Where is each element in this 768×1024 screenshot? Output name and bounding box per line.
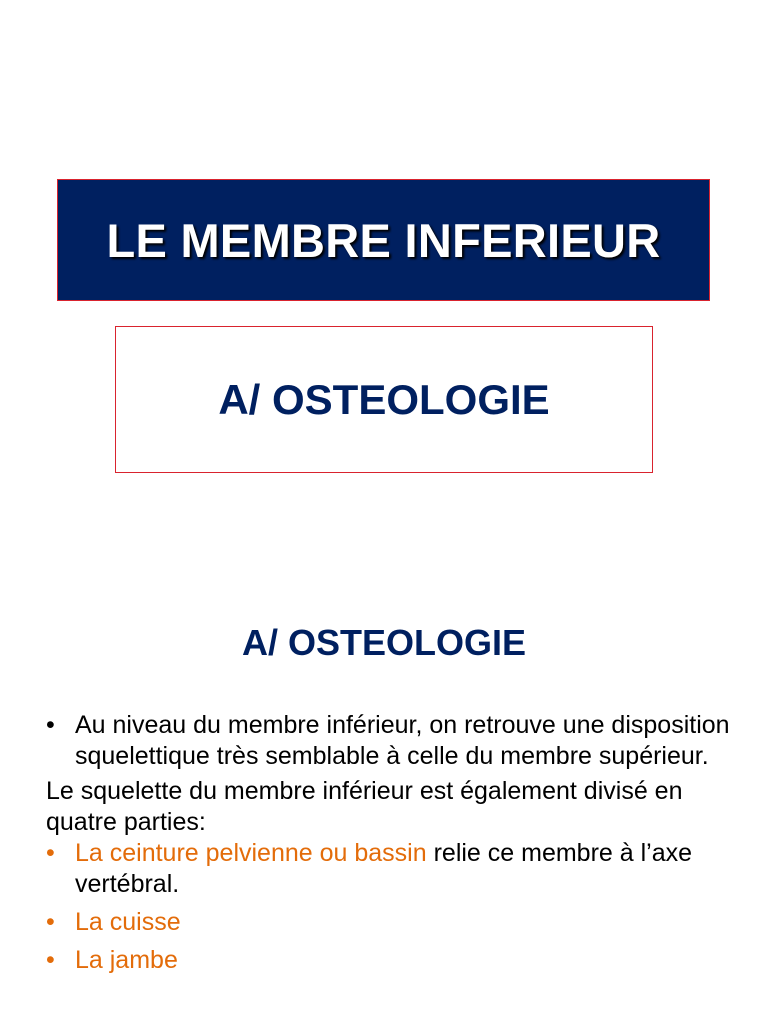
- bullet-icon: •: [46, 946, 55, 974]
- section-heading: A/ OSTEOLOGIE: [241, 622, 527, 663]
- list-item: [46, 710, 746, 772]
- intro-text: Au niveau du membre inférieur, on retrouve une disposition squelettique très semblable à celle du membre supérieur.: [75, 711, 730, 770]
- list-item: [46, 945, 746, 976]
- part-highlight: La cuisse: [75, 908, 181, 936]
- subtitle: A/ OSTEOLOGIE: [218, 375, 550, 423]
- list-item: [46, 907, 746, 938]
- paragraph-text: Le squelette du membre inférieur est également divisé en quatre parties:: [46, 777, 683, 836]
- bullet-icon: •: [46, 908, 55, 936]
- title-banner: [57, 179, 710, 301]
- body-text: [46, 710, 746, 976]
- subtitle-box: [115, 326, 653, 473]
- part-highlight: La jambe: [75, 946, 178, 974]
- part-text: relie ce membre à l’axe vertébral.: [75, 839, 693, 898]
- bullet-icon: •: [46, 839, 55, 867]
- page-title: LE MEMBRE INFERIEUR: [106, 213, 661, 267]
- bullet-icon: •: [46, 711, 55, 739]
- part-highlight: La ceinture pelvienne ou bassin: [75, 839, 427, 867]
- list-item: [46, 838, 746, 900]
